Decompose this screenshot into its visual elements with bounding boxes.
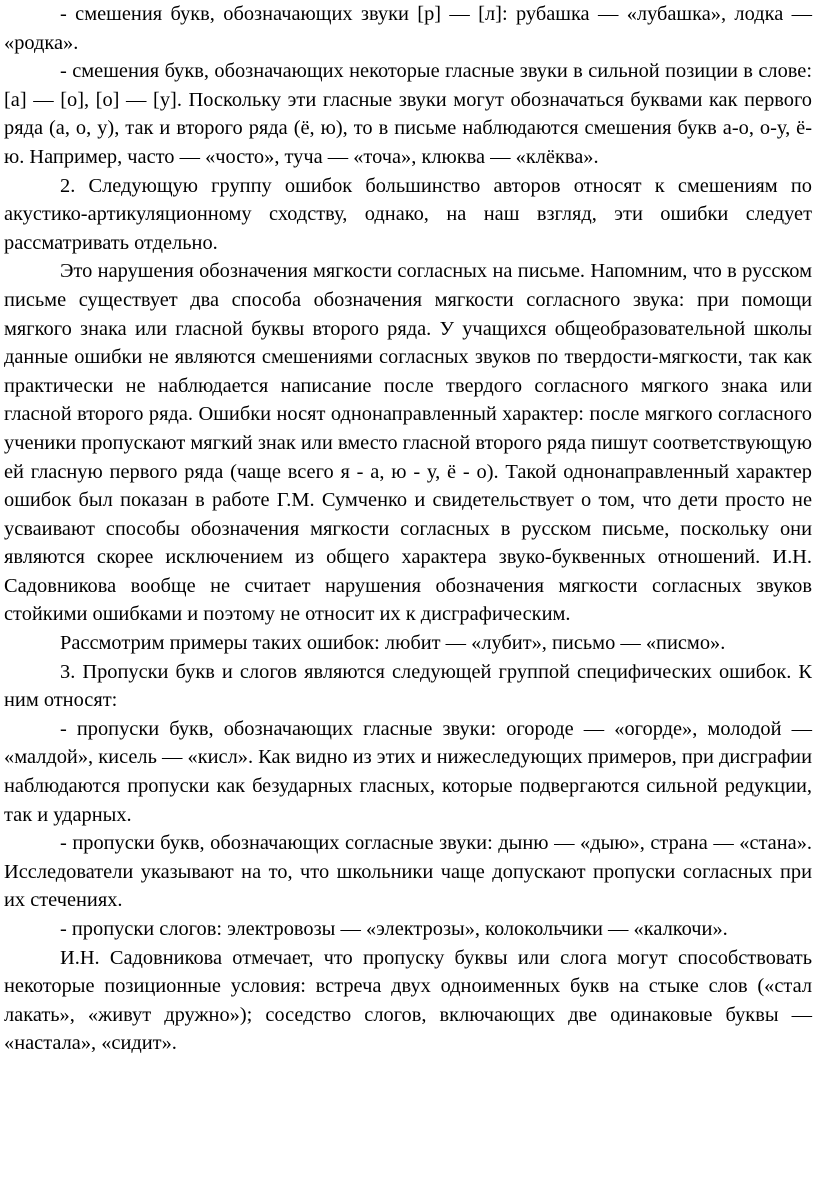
paragraph-softness-errors: Это нарушения обозначения мягкости согласных на письме. Напомним, что в русском письме существует два способа обозначения мягкости согласного звука: при помощи мягкого знака или гласной буквы второго ряда. У учащихся общеобразовательной школы данные ошибки не являются смешениями согласных звуков по твердости-мягкости, так как практически не наблюдается написание после твердого согласного мягкого знака или гласной второго ряда. Ошибки носят однонаправленный характер: после мягкого согласного ученики пропускают мягкий знак или вместо гласной второго ряда пишут соответствующую ей гласную первого ряда (чаще всего я - а, ю - у, ё - о). Такой однонаправленный характер ошибок был показан в работе Г.М. Сумченко и свидетельствует о том, что дети просто не усваивают способы обозначения мягкости согласных в русском письме, поскольку они являются скорее исключением из общего характера звуко-буквенных отношений. И.Н. Садовникова вообще не считает нарушения обозначения мягкости согласных звуков стойкими ошибками и поэтому не относит их к дисграфическим. [4,260,812,626]
paragraph-syllable-omissions: - пропуски слогов: электровозы — «электрозы», колокольчики — «калкочи». [60,918,728,940]
paragraph-vowel-confusion: - смешения букв, обозначающих некоторые гласные звуки в сильной позиции в слове: [а] — [о], [о] — [у]. Поскольку эти гласные звуки могут обозначаться буквами как первого ряда (а, о, у), так и второго ряда (ё, ю), то в письме наблюдаются смешения букв а-о, о-у, ё-ю. Например, часто — «чосто», туча — «точа», клюква — «клёква». [4,60,812,168]
paragraph-omissions-intro: 3. Пропуски букв и слогов являются следующей группой специфических ошибок. К ним относят: [4,660,812,712]
paragraph-consonant-omissions: - пропуски букв, обозначающих согласные звуки: дыню — «дыю», страна — «стана». Исследователи указывают на то, что школьники чаще допускают пропуски согласных при их стечениях. [4,832,812,912]
document-page [4,0,812,1058]
paragraph-vowel-omissions: - пропуски букв, обозначающих гласные звуки: огороде — «огорде», молодой — «малдой», кисель — «кисл». Как видно из этих и нижеследующих примеров, при дисграфии наблюдаются пропуски как безударных гласных, которые подвергаются сильной редукции, так и ударных. [4,717,812,826]
paragraph-positional-conditions: И.Н. Садовникова отмечает, что пропуску буквы или слога могут способствовать некоторые позиционные условия: встреча двух одноименных букв на стыке слов («стал лакать», «живут дружно»); соседство слогов, включающих две одинаковые буквы — «настала», «сидит». [4,946,812,1055]
paragraph-second-group: 2. Следующую группу ошибок большинство авторов относят к смешениям по акустико-артикуляционному сходству, однако, на наш взгляд, эти ошибки следует рассматривать отдельно. [4,174,812,254]
paragraph-softness-examples: Рассмотрим примеры таких ошибок: любит — «лубит», письмо — «писмо». [60,632,726,655]
paragraph-r-l-confusion: - смешения букв, обозначающих звуки [р] — [л]: рубашка — «лубашка», лодка — «родка». [4,3,812,54]
